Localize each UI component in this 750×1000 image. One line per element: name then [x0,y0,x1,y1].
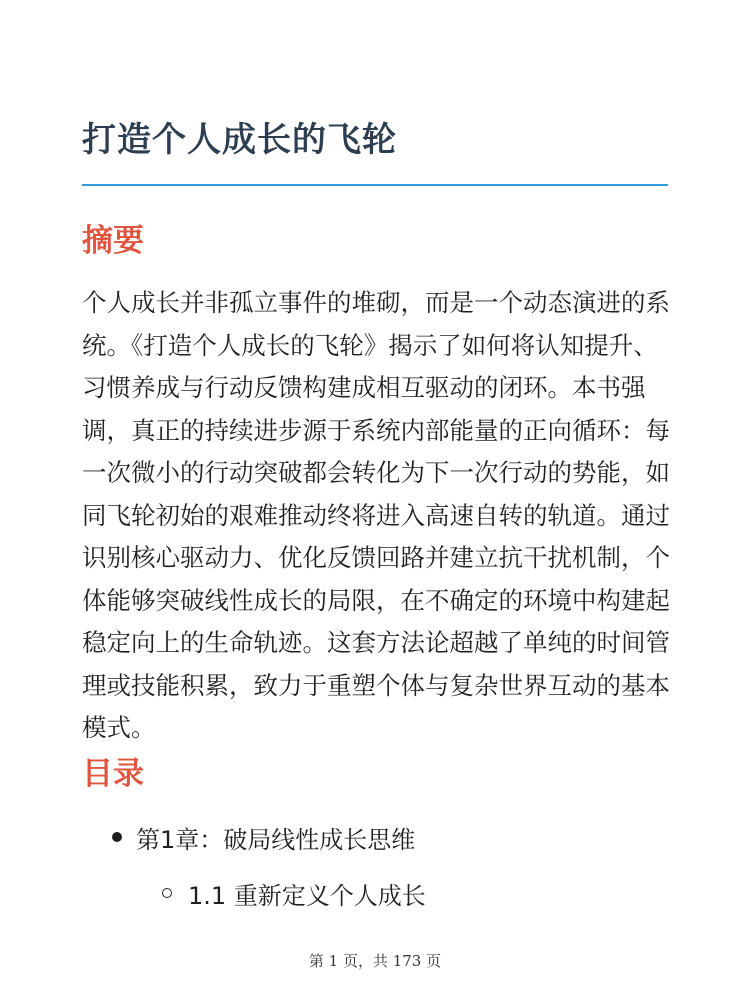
document-title: 打造个人成长的飞轮 [82,120,397,160]
page-number: 第 1 页，共 173 页 [308,952,442,970]
toc-heading: 目录 [82,756,144,792]
toc-item-label: 1.1 重新定义个人成长 [188,881,426,910]
toc-item-chapter-1[interactable] [112,819,415,855]
summary-heading: 摘要 [82,223,144,259]
disc-bullet-icon [112,832,122,842]
toc-item-section-1-1[interactable] [162,875,426,911]
circle-bullet-icon [162,888,172,898]
toc-item-label: 第1章：破局线性成长思维 [136,825,416,854]
summary-paragraph: 个人成长并非孤立事件的堆砌，而是一个动态演进的系统。《打造个人成长的飞轮》揭示了如何将认知提升、习惯养成与行动反馈构建成相互驱动的闭环。本书强调，真正的持续进步源于系统内部能量的正向循环：每一次微小的行动突破都会转化为下一次行动的势能，如同飞轮初始的艰难推动终将进入高速自转的轨道。通过识别核心驱动力、优化反馈回路并建立抗干扰机制，个体能够突破线性成长的局限，在不确定的环境中构建起稳定向上的生命轨迹。这套方法论超越了单纯的时间管理或技能积累，致力于重塑个体与复杂世界互动的基本模式。 [82,288,670,742]
title-divider [82,184,668,186]
